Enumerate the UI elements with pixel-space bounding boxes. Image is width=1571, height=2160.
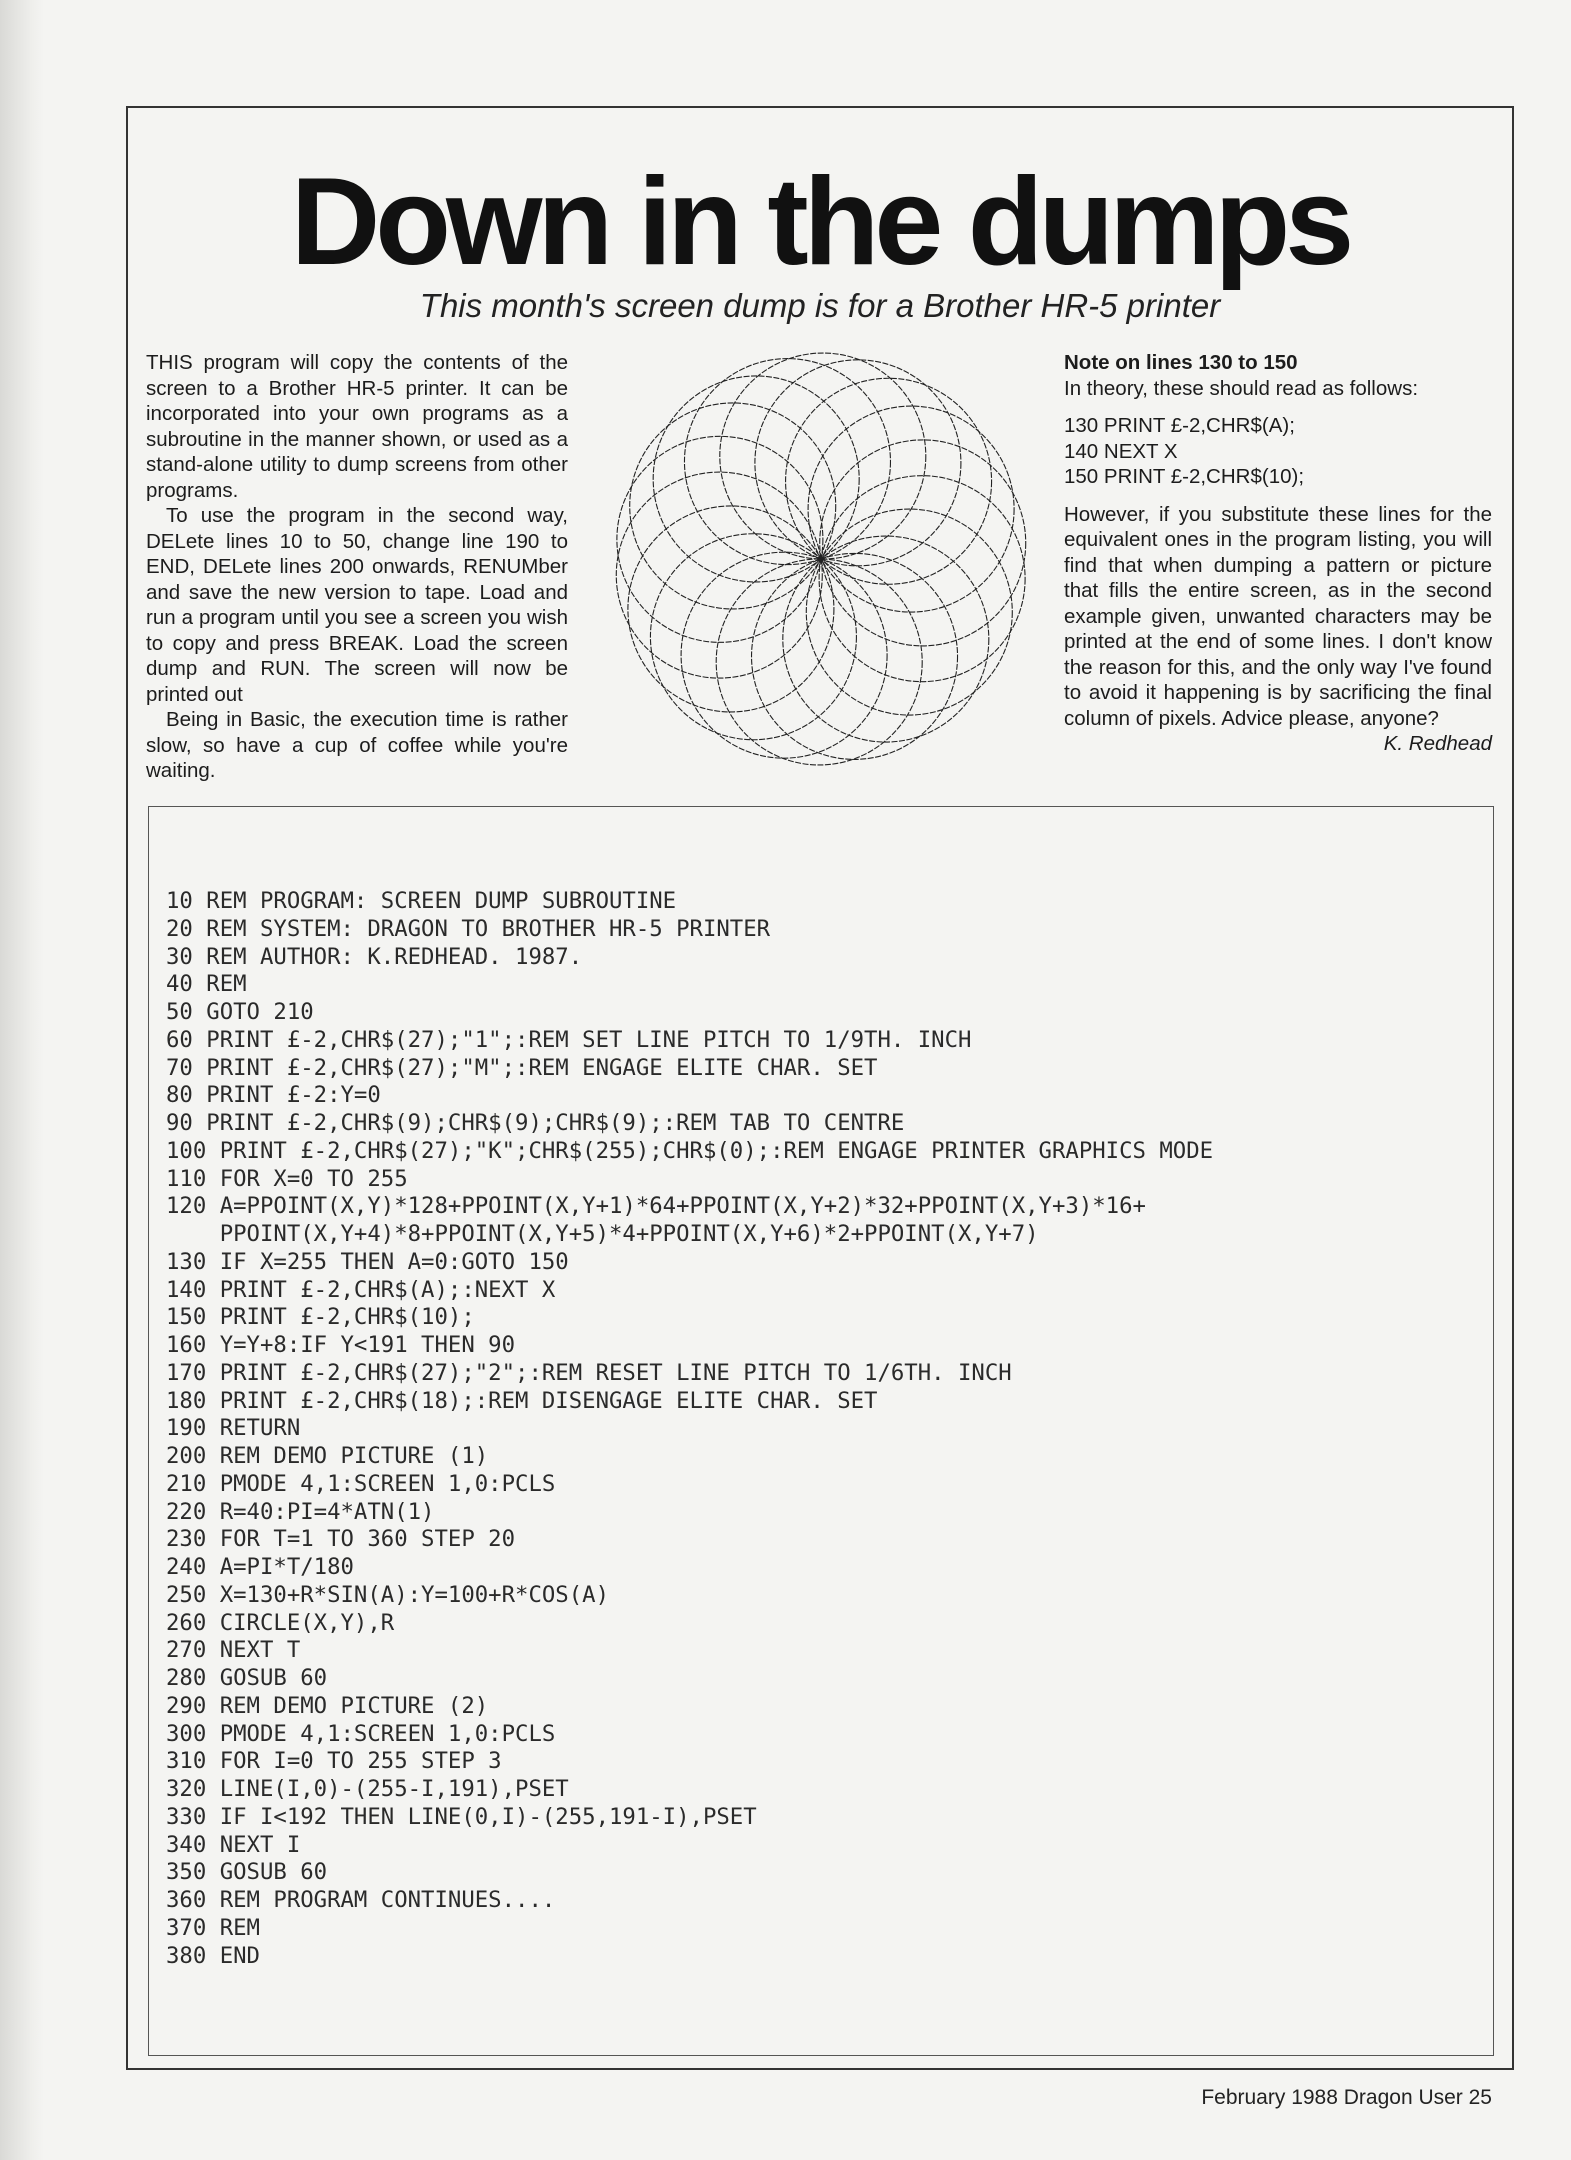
listing-line: 80 PRINT £-2:Y=0: [166, 1082, 381, 1109]
listing-line: 70 PRINT £-2,CHR$(27);"M";:REM ENGAGE ELITE CHAR. SET: [166, 1054, 878, 1081]
circle-pattern-illustration: [610, 348, 1032, 770]
listing-line: 10 REM PROGRAM: SCREEN DUMP SUBROUTINE: [166, 888, 677, 914]
intro-text: [146, 350, 568, 784]
listing-line: 320 LINE(I,0)-(255-I,191),PSET: [166, 1776, 569, 1802]
listing-line: 260 CIRCLE(X,Y),R: [166, 1609, 395, 1636]
listing-line: 170 PRINT £-2,CHR$(27);"2";:REM RESET LINE PITCH TO 1/6TH. INCH: [166, 1359, 1012, 1386]
note-code-line: 130 PRINT £-2,CHR$(A);: [1064, 414, 1295, 437]
intro-paragraph-1: THIS program will copy the contents of the screen to a Brother HR-5 printer. It can be incorporated into your own programs as a subroutine in the manner shown, or used as a stand-alone utility to dump screens from other programs.: [146, 351, 568, 502]
program-listing: [166, 888, 1506, 1970]
page-binding-shadow: [0, 0, 44, 2160]
listing-line: 110 FOR X=0 TO 255: [166, 1165, 408, 1192]
note-body: However, if you substitute these lines for the equivalent ones in the program listing, you will find that when dumping a pattern or picture that fills the entire screen, as in the second example given, unwanted characters may be printed at the end of some lines. I don't know the reason for this, and the only way I've found to avoid it happening is by sacrificing the final column of pixels. Advice please, anyone?: [1064, 502, 1492, 730]
listing-line: 350 GOSUB 60: [166, 1859, 328, 1886]
listing-line: 330 IF I<192 THEN LINE(0,I)-(255,191-I),PSET: [166, 1803, 757, 1830]
listing-line: 120 A=PPOINT(X,Y)*128+PPOINT(X,Y+1)*64+PPOINT(X,Y+2)*32+PPOINT(X,Y+3)*16+: [166, 1193, 1146, 1220]
listing-line: 150 PRINT £-2,CHR$(10);: [166, 1304, 475, 1331]
subheadline: This month's screen dump is for a Brother HR-5 printer: [419, 287, 1221, 324]
listing-line: 250 X=130+R*SIN(A):Y=100+R*COS(A): [166, 1581, 609, 1608]
intro-paragraph-2: To use the program in the second way, DELete lines 10 to 50, change line 190 to END, DELete lines 200 onwards, RENUMber and save the new version to tape. Load and run a program until you see a screen you wish to copy and press BREAK. Load the screen dump and RUN. The screen will now be printed out: [146, 504, 568, 706]
listing-line: 270 NEXT T: [166, 1637, 301, 1664]
listing-line: 240 A=PI*T/180: [166, 1554, 354, 1580]
note-lead: In theory, these should read as follows:: [1064, 376, 1419, 400]
listing-line: 100 PRINT £-2,CHR$(27);"K";CHR$(255);CHR$(0);:REM ENGAGE PRINTER GRAPHICS MODE: [166, 1137, 1214, 1164]
listing-line: 200 REM DEMO PICTURE (1): [166, 1443, 489, 1469]
listing-line: 280 GOSUB 60: [166, 1665, 328, 1691]
note-title: Note on lines 130 to 150: [1064, 351, 1298, 374]
listing-line: 360 REM PROGRAM CONTINUES....: [166, 1887, 556, 1913]
listing-line: 310 FOR I=0 TO 255 STEP 3: [166, 1748, 502, 1775]
listing-line: 50 GOTO 210: [166, 999, 314, 1025]
listing-line: PPOINT(X,Y+4)*8+PPOINT(X,Y+5)*4+PPOINT(X,Y+6)*2+PPOINT(X,Y+7): [166, 1221, 1039, 1247]
note-code-line: 150 PRINT £-2,CHR$(10);: [1064, 465, 1305, 488]
listing-line: 60 PRINT £-2,CHR$(27);"1";:REM SET LINE PITCH TO 1/9TH. INCH: [166, 1026, 972, 1053]
note-signature: K. Redhead: [1383, 732, 1492, 755]
circle-pattern-group: [616, 353, 1025, 765]
note-code-line: 140 NEXT X: [1064, 439, 1178, 463]
listing-line: 300 PMODE 4,1:SCREEN 1,0:PCLS: [166, 1720, 556, 1747]
listing-line: 210 PMODE 4,1:SCREEN 1,0:PCLS: [166, 1470, 556, 1497]
page-footer: February 1988 Dragon User 25: [1201, 2086, 1492, 2109]
note-code: [1064, 413, 1492, 490]
listing-line: 40 REM: [166, 971, 247, 998]
headline: Down in the dumps: [290, 153, 1350, 291]
note-sidebar: [1064, 350, 1492, 757]
listing-line: 160 Y=Y+8:IF Y<191 THEN 90: [166, 1332, 516, 1358]
listing-line: 130 IF X=255 THEN A=0:GOTO 150: [166, 1248, 569, 1275]
intro-paragraph-3: Being in Basic, the execution time is rather slow, so have a cup of coffee while you're waiting.: [146, 708, 568, 782]
listing-line: 90 PRINT £-2,CHR$(9);CHR$(9);CHR$(9);:REM TAB TO CENTRE: [166, 1110, 905, 1136]
listing-line: 190 RETURN: [166, 1415, 301, 1442]
listing-line: 220 R=40:PI=4*ATN(1): [166, 1498, 435, 1525]
listing-line: 230 FOR T=1 TO 360 STEP 20: [166, 1526, 516, 1553]
listing-line: 20 REM SYSTEM: DRAGON TO BROTHER HR-5 PRINTER: [166, 915, 771, 942]
listing-line: 290 REM DEMO PICTURE (2): [166, 1692, 489, 1719]
listing-line: 380 END: [166, 1942, 260, 1969]
listing-line: 180 PRINT £-2,CHR$(18);:REM DISENGAGE ELITE CHAR. SET: [166, 1387, 878, 1414]
listing-line: 340 NEXT I: [166, 1831, 301, 1858]
listing-line: 370 REM: [166, 1914, 260, 1941]
listing-line: 30 REM AUTHOR: K.REDHEAD. 1987.: [166, 943, 583, 970]
listing-line: 140 PRINT £-2,CHR$(A);:NEXT X: [166, 1276, 556, 1303]
